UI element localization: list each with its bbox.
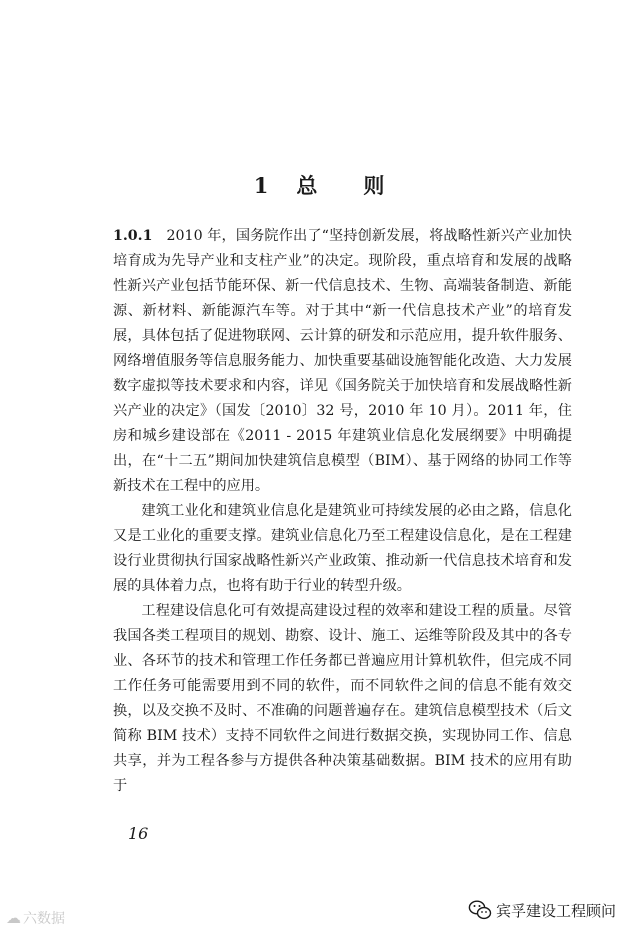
chapter-title <box>0 170 640 200</box>
watermark-right <box>468 899 616 921</box>
wechat-icon <box>468 899 492 921</box>
paragraph-3: 工程建设信息化可有效提高建设过程的效率和建设工程的质量。尽管我国各类工程项目的规划、勘察、设计、施工、运维等阶段及其中的各专业、各环节的技术和管理工作任务都已普遍应用计算机软件，但完成不同工作任务可能需要用到不同的软件，而不同软件之间的信息不能有效交换，以及交换不及时、不准确的问题普遍存在。建筑信息模型技术（后文简称 BIM 技术）支持不同软件之间进行数据交换，实现协同工作、信息共享，并为工程各参与方提供各种决策基础数据。BIM 技术的应用有助于 <box>113 603 572 794</box>
paragraph-2: 建筑工业化和建筑业信息化是建筑业可持续发展的必由之路，信息化又是工业化的重要支撑。建筑业信息化乃至工程建设信息化，是在工程建设行业贯彻执行国家战略性新兴产业政策、推动新一代信息技术培育和发展的具体着力点，也将有助于行业的转型升级。 <box>113 503 572 594</box>
watermark-left <box>6 908 65 928</box>
chapter-number: 1 <box>253 173 271 198</box>
paragraph-1-text: 2010 年，国务院作出了“坚持创新发展，将战略性新兴产业加快培育成为先导产业和支柱产业”的决定。现阶段，重点培育和发展的战略性新兴产业包括节能环保、新一代信息技术、生物、高端装备制造、新能源、新材料、新能源汽车等。对于其中“新一代信息技术产业”的培育发展，具体包括了促进物联网、云计算的研发和示范应用，提升软件服务、网络增值服务等信息服务能力、加快重要基础设施智能化改造、大力发展数字虚拟等技术要求和内容，详见《国务院关于加快培育和发展战略性新兴产业的决定》（国发〔2010〕32 号，2010 年 10 月）。2011 年，住房和城乡建设部在《2011 - 2015 年建筑业信息化发展纲要》中明确提出，在“十二五”期间加快建筑信息模型（BIM）、基于网络的协同工作等新技术在工程中的应用。 <box>113 228 572 494</box>
cloud-icon: ☁ <box>6 909 21 927</box>
clause-number: 1.0.1 <box>113 228 153 244</box>
page-number: 16 <box>128 824 149 843</box>
chapter-title-part1: 总 <box>296 173 320 198</box>
chapter-title-part2: 则 <box>363 173 387 198</box>
watermark-left-text: 六数据 <box>23 911 65 927</box>
paragraph-1 <box>113 224 572 499</box>
body-text <box>113 224 572 799</box>
watermark-right-text: 宾孚建设工程顾问 <box>496 901 617 920</box>
